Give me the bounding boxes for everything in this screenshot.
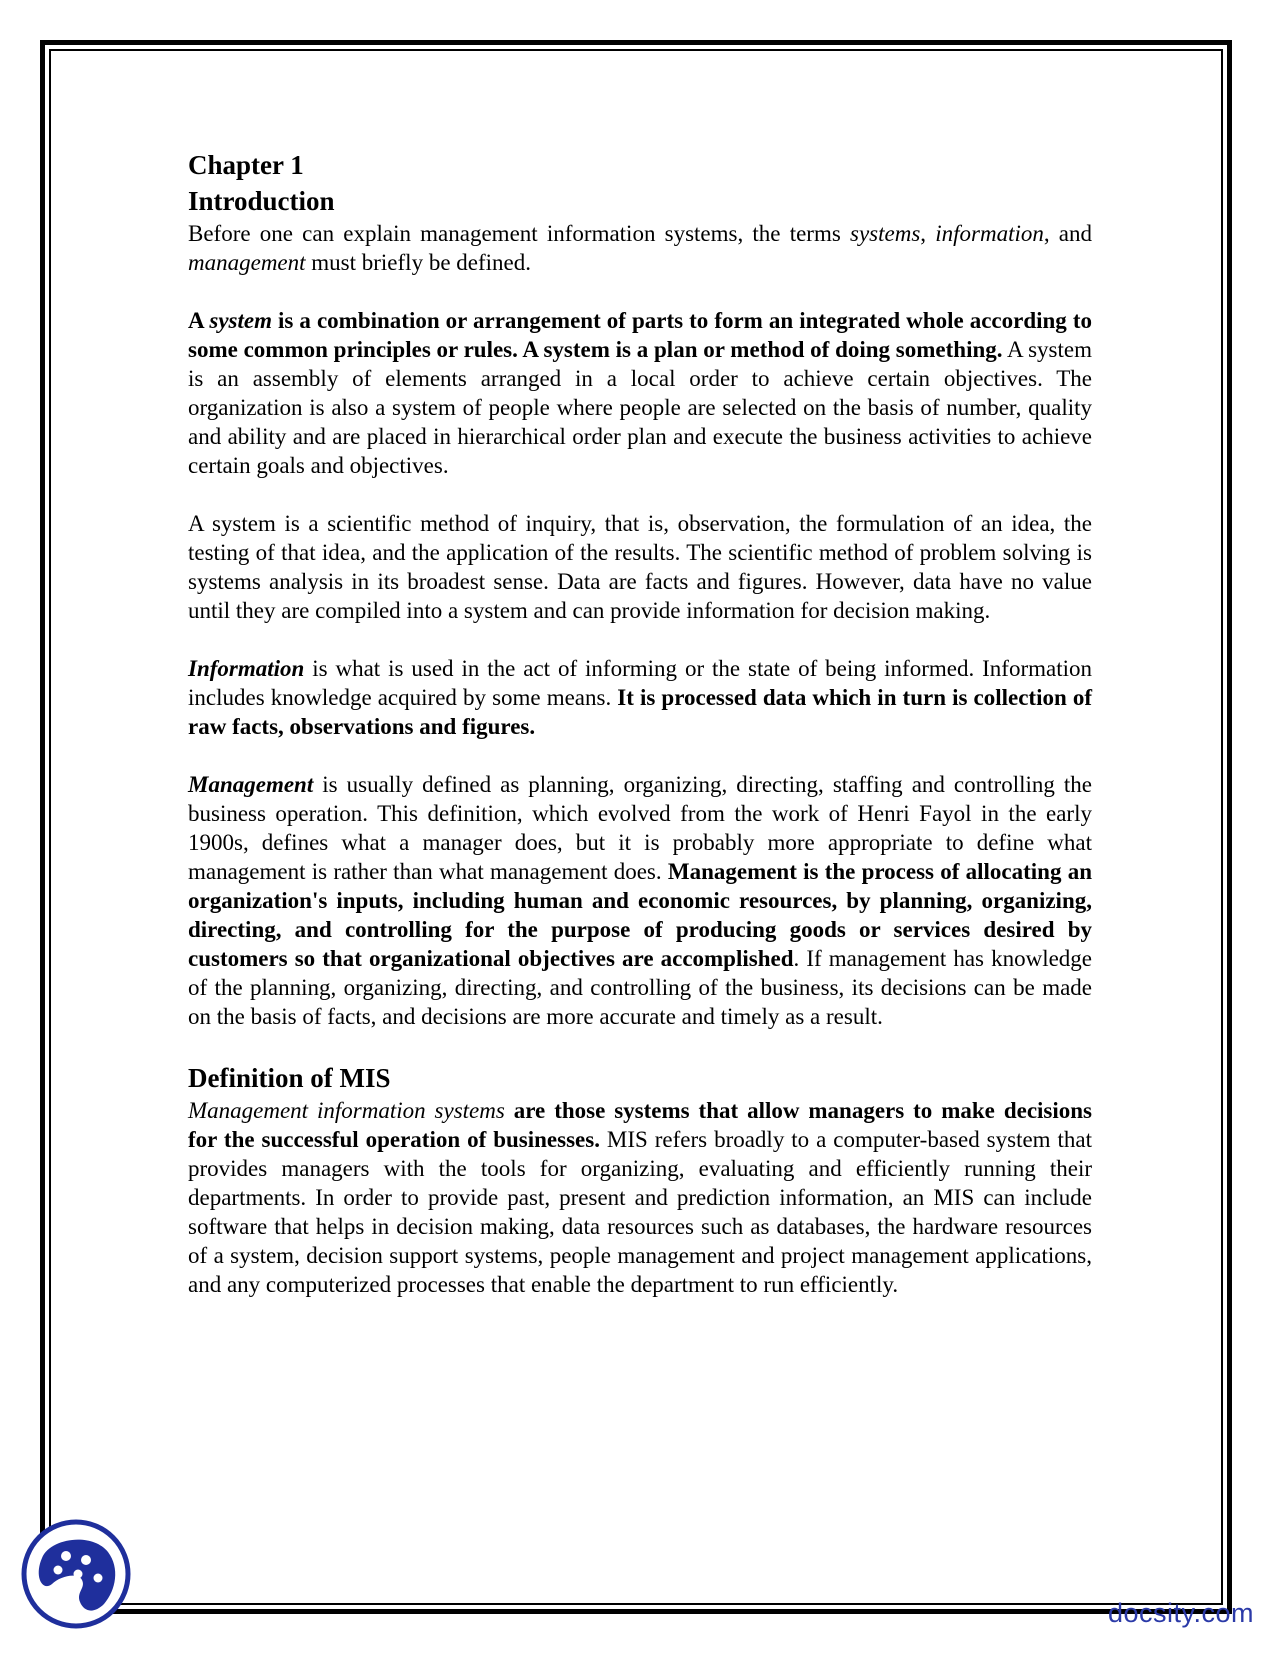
document-body xyxy=(188,147,1092,1328)
paragraph-scientific-method: A system is a scientific method of inquiry, that is, observation, the formulation of an idea, the testing of that idea, and the application of the results. The scientific method of problem solving is systems analysis in its broadest sense. Data are facts and figures. However, data have no value until they are compiled into a system and can provide information for decision making. xyxy=(188,511,1092,623)
chapter-title: Chapter 1 xyxy=(188,150,304,180)
introduction-heading: Introduction xyxy=(188,186,335,216)
paragraph-mis-definition: Management information systems are those systems that allow managers to make decisions for the successful operation of businesses. MIS refers broadly to a computer-based system that provides managers with the tools for organizing, evaluating and efficiently running their departments. In order to provide past, present and prediction information, an MIS can include software that helps in decision making, data resources such as databases, the hardware resources of a system, decision support systems, people management and project management applications, and any computerized processes that enable the department to run efficiently. xyxy=(188,1098,1093,1297)
paragraph-management-definition: Management is usually defined as planning, organizing, directing, staffing and controlling the business operation. This definition, which evolved from the work of Henri Fayol in the early 1900s, defines what a manager does, but it is probably more appropriate to define what management is rather than what management does. Management is the process of allocating an organization's inputs, including human and economic resources, by planning, organizing, directing, and controlling for the purpose of producing goods or services desired by customers so that organizational objectives are accomplished. If management has knowledge of the planning, organizing, directing, and controlling of the business, its decisions can be made on the basis of facts, and decisions are more accurate and timely as a result. xyxy=(188,772,1093,1029)
paragraph-information-definition: Information is what is used in the act of informing or the state of being informed. Information includes knowledge acquired by some means. It is processed data which in turn is collection of raw facts, observations and figures. xyxy=(188,656,1093,739)
paragraph-system-definition: A system is a combination or arrangement of parts to form an integrated whole according to some common principles or rules. A system is a plan or method of doing something. A system is an assembly of elements arranged in a local order to achieve certain objectives. The organization is also a system of people where people are selected on the basis of number, quality and ability and are placed in hierarchical order plan and execute the business activities to achieve certain goals and objectives. xyxy=(188,308,1092,478)
paragraph-definitions-intro: Before one can explain management information systems, the terms systems, information, and management must briefly be defined. xyxy=(188,221,1093,275)
mis-definition-heading: Definition of MIS xyxy=(188,1063,391,1093)
docsity-logo-icon xyxy=(20,1518,132,1630)
docsity-brand-link[interactable]: docsity.com xyxy=(1108,1598,1255,1628)
